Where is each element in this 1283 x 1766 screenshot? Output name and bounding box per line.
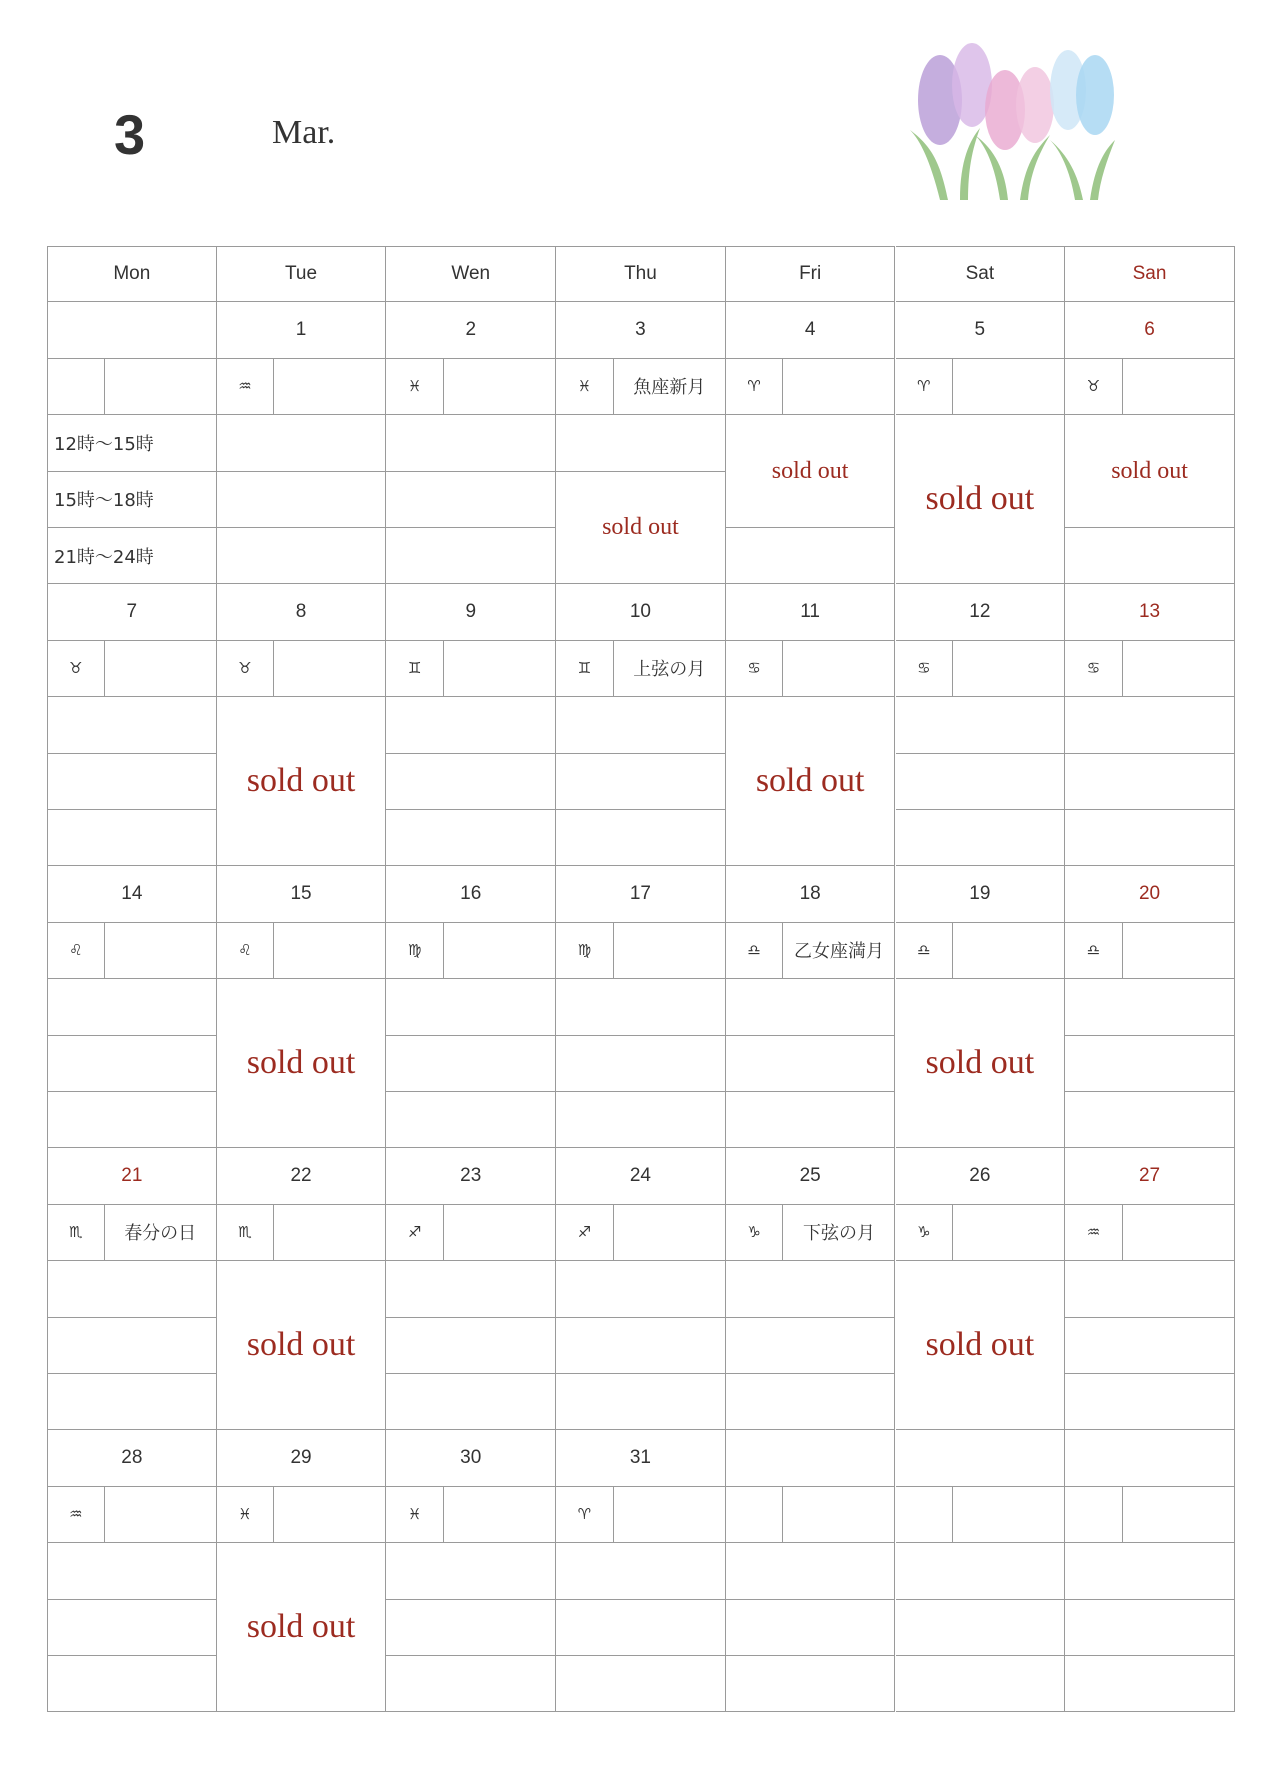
zodiac-symbol: ♓ [217, 1487, 275, 1543]
zodiac-symbol: ♊ [386, 641, 444, 697]
slot-cell[interactable] [1065, 1374, 1235, 1430]
moon-note [614, 1487, 726, 1543]
date-cell: 18 [726, 866, 896, 922]
slot-cell[interactable] [726, 1600, 896, 1656]
moon-note [444, 359, 556, 415]
slot-cell[interactable] [217, 528, 387, 584]
slot-cell[interactable] [556, 810, 726, 866]
date-cell: 4 [726, 302, 896, 358]
moon-note [444, 641, 556, 697]
moon-note [105, 923, 217, 979]
date-cell: 12 [896, 584, 1066, 640]
moon-note [953, 1487, 1065, 1543]
slot-cell[interactable] [896, 1543, 1066, 1599]
zodiac-symbol: ♊ [556, 641, 614, 697]
zodiac-symbol: ♍ [556, 923, 614, 979]
date-cell: 19 [896, 866, 1066, 922]
slot-cell[interactable] [556, 1036, 726, 1092]
moon-note [953, 641, 1065, 697]
slot-cell[interactable] [726, 979, 896, 1035]
zodiac-symbol [1065, 1487, 1123, 1543]
moon-note: 乙女座満月 [783, 923, 895, 979]
moon-note [614, 1205, 726, 1261]
moon-note [274, 923, 386, 979]
date-cell: 31 [556, 1430, 726, 1486]
sold-out-block: sold out [896, 415, 1066, 584]
sold-out-block: sold out [896, 1261, 1066, 1430]
date-cell: 30 [386, 1430, 556, 1486]
zodiac-symbol: ♈ [726, 359, 784, 415]
slot-cell[interactable] [556, 415, 726, 471]
moon-note [953, 923, 1065, 979]
month-number: 3 [114, 103, 146, 166]
slot-cell[interactable] [386, 1261, 556, 1317]
slot-cell[interactable] [556, 1374, 726, 1430]
slot-cell[interactable] [1065, 1261, 1235, 1317]
slot-cell[interactable] [896, 810, 1066, 866]
slot-cell[interactable] [556, 1318, 726, 1374]
time-slot-label: 15時〜18時 [47, 472, 217, 528]
zodiac-symbol: ♉ [1065, 359, 1123, 415]
zodiac-symbol: ♍ [386, 923, 444, 979]
slot-cell[interactable] [217, 472, 387, 528]
zodiac-symbol: ♌ [217, 923, 275, 979]
zodiac-symbol: ♏ [217, 1205, 275, 1261]
slot-cell[interactable] [1065, 1318, 1235, 1374]
slot-cell[interactable] [1065, 1656, 1235, 1712]
moon-note [1123, 1205, 1235, 1261]
date-cell: 15 [217, 866, 387, 922]
date-cell: 25 [726, 1148, 896, 1204]
date-cell [1065, 1430, 1235, 1486]
slot-cell[interactable] [896, 697, 1066, 753]
slot-cell[interactable] [47, 1261, 217, 1317]
date-cell [896, 1430, 1066, 1486]
zodiac-symbol [726, 1487, 784, 1543]
sold-out-block: sold out [726, 415, 896, 528]
slot-cell[interactable] [1065, 979, 1235, 1035]
slot-cell[interactable] [386, 979, 556, 1035]
date-cell [47, 302, 217, 358]
slot-cell[interactable] [1065, 810, 1235, 866]
slot-cell[interactable] [47, 1656, 217, 1712]
moon-note [274, 641, 386, 697]
moon-note [1123, 641, 1235, 697]
weekday-header-mon: Mon [47, 246, 217, 302]
weekday-header-wen: Wen [386, 246, 556, 302]
date-cell: 28 [47, 1430, 217, 1486]
month-name: Mar. [272, 114, 336, 151]
moon-note [444, 923, 556, 979]
date-cell: 2 [386, 302, 556, 358]
moon-note: 下弦の月 [783, 1205, 895, 1261]
zodiac-symbol: ♎ [726, 923, 784, 979]
slot-cell[interactable] [1065, 1036, 1235, 1092]
slot-cell[interactable] [47, 1600, 217, 1656]
date-cell: 29 [217, 1430, 387, 1486]
slot-cell[interactable] [726, 1092, 896, 1148]
moon-note [1123, 359, 1235, 415]
zodiac-symbol: ♐ [386, 1205, 444, 1261]
slot-cell[interactable] [556, 754, 726, 810]
zodiac-symbol: ♐ [556, 1205, 614, 1261]
slot-cell[interactable] [386, 1543, 556, 1599]
slot-cell[interactable] [726, 1261, 896, 1317]
zodiac-symbol: ♏ [47, 1205, 105, 1261]
moon-note [953, 1205, 1065, 1261]
date-cell: 7 [47, 584, 217, 640]
zodiac-symbol: ♎ [896, 923, 954, 979]
date-cell: 14 [47, 866, 217, 922]
date-cell: 9 [386, 584, 556, 640]
slot-cell[interactable] [47, 979, 217, 1035]
slot-cell[interactable] [726, 1543, 896, 1599]
sold-out-block: sold out [556, 472, 726, 585]
slot-cell[interactable] [386, 754, 556, 810]
date-cell: 27 [1065, 1148, 1235, 1204]
slot-cell[interactable] [556, 1600, 726, 1656]
weekday-header-tue: Tue [217, 246, 387, 302]
slot-cell[interactable] [386, 697, 556, 753]
sold-out-block: sold out [217, 1543, 387, 1712]
slot-cell[interactable] [896, 1600, 1066, 1656]
slot-cell[interactable] [386, 415, 556, 471]
zodiac-symbol: ♉ [217, 641, 275, 697]
slot-cell[interactable] [217, 415, 387, 471]
moon-note [444, 1487, 556, 1543]
slot-cell[interactable] [726, 1036, 896, 1092]
date-cell: 20 [1065, 866, 1235, 922]
slot-cell[interactable] [47, 754, 217, 810]
moon-note [1123, 923, 1235, 979]
date-cell: 26 [896, 1148, 1066, 1204]
zodiac-symbol: ♑ [896, 1205, 954, 1261]
zodiac-symbol: ♓ [556, 359, 614, 415]
slot-cell[interactable] [726, 1318, 896, 1374]
moon-note [274, 1205, 386, 1261]
slot-cell[interactable] [556, 1092, 726, 1148]
moon-note: 上弦の月 [614, 641, 726, 697]
slot-cell[interactable] [556, 1543, 726, 1599]
slot-cell[interactable] [386, 810, 556, 866]
hyacinth-illustration [900, 40, 1140, 210]
slot-cell[interactable] [1065, 1600, 1235, 1656]
sold-out-block: sold out [217, 697, 387, 866]
zodiac-symbol: ♋ [1065, 641, 1123, 697]
slot-cell[interactable] [47, 810, 217, 866]
zodiac-symbol: ♉ [47, 641, 105, 697]
slot-cell[interactable] [726, 1656, 896, 1712]
slot-cell[interactable] [896, 1656, 1066, 1712]
moon-note [783, 359, 895, 415]
date-cell: 13 [1065, 584, 1235, 640]
sold-out-block: sold out [896, 979, 1066, 1148]
zodiac-symbol: ♓ [386, 359, 444, 415]
slot-cell[interactable] [386, 1092, 556, 1148]
slot-cell[interactable] [556, 1656, 726, 1712]
zodiac-symbol: ♈ [556, 1487, 614, 1543]
slot-cell[interactable] [386, 528, 556, 584]
slot-cell[interactable] [1065, 754, 1235, 810]
zodiac-symbol: ♌ [47, 923, 105, 979]
moon-note [274, 359, 386, 415]
slot-cell[interactable] [556, 1261, 726, 1317]
zodiac-symbol: ♒ [47, 1487, 105, 1543]
moon-note: 春分の日 [105, 1205, 217, 1261]
time-slot-label: 12時〜15時 [47, 415, 217, 471]
slot-cell[interactable] [47, 1543, 217, 1599]
slot-cell[interactable] [386, 1036, 556, 1092]
date-cell: 1 [217, 302, 387, 358]
moon-note [274, 1487, 386, 1543]
zodiac-symbol: ♒ [217, 359, 275, 415]
moon-note [953, 359, 1065, 415]
slot-cell[interactable] [47, 1092, 217, 1148]
slot-cell[interactable] [1065, 1543, 1235, 1599]
slot-cell[interactable] [556, 697, 726, 753]
zodiac-symbol: ♒ [1065, 1205, 1123, 1261]
zodiac-symbol: ♋ [726, 641, 784, 697]
date-cell: 11 [726, 584, 896, 640]
zodiac-symbol: ♈ [896, 359, 954, 415]
moon-note: 魚座新月 [614, 359, 726, 415]
zodiac-symbol: ♋ [896, 641, 954, 697]
date-cell: 22 [217, 1148, 387, 1204]
moon-note [783, 641, 895, 697]
date-cell: 17 [556, 866, 726, 922]
slot-cell[interactable] [386, 472, 556, 528]
date-cell: 24 [556, 1148, 726, 1204]
moon-note [614, 923, 726, 979]
sold-out-block: sold out [217, 1261, 387, 1430]
sold-out-block: sold out [726, 697, 896, 866]
moon-note [1123, 1487, 1235, 1543]
weekday-header-san: San [1065, 246, 1235, 302]
time-slot-label: 21時〜24時 [47, 528, 217, 584]
slot-cell[interactable] [47, 1036, 217, 1092]
date-cell: 21 [47, 1148, 217, 1204]
date-cell: 6 [1065, 302, 1235, 358]
moon-note [783, 1487, 895, 1543]
date-cell: 8 [217, 584, 387, 640]
zodiac-symbol [896, 1487, 954, 1543]
slot-cell[interactable] [896, 754, 1066, 810]
slot-cell[interactable] [726, 528, 896, 584]
slot-cell[interactable] [386, 1374, 556, 1430]
date-cell: 5 [896, 302, 1066, 358]
moon-note [444, 1205, 556, 1261]
slot-cell[interactable] [47, 697, 217, 753]
sold-out-block: sold out [217, 979, 387, 1148]
zodiac-symbol [47, 359, 105, 415]
zodiac-symbol: ♓ [386, 1487, 444, 1543]
slot-cell[interactable] [386, 1600, 556, 1656]
date-cell: 23 [386, 1148, 556, 1204]
date-cell: 10 [556, 584, 726, 640]
slot-cell[interactable] [1065, 528, 1235, 584]
slot-cell[interactable] [1065, 1092, 1235, 1148]
moon-note [105, 641, 217, 697]
slot-cell[interactable] [386, 1318, 556, 1374]
weekday-header-thu: Thu [556, 246, 726, 302]
date-cell [726, 1430, 896, 1486]
slot-cell[interactable] [1065, 697, 1235, 753]
moon-note [105, 359, 217, 415]
zodiac-symbol: ♎ [1065, 923, 1123, 979]
date-cell: 3 [556, 302, 726, 358]
zodiac-symbol: ♑ [726, 1205, 784, 1261]
weekday-header-sat: Sat [896, 246, 1066, 302]
slot-cell[interactable] [726, 1374, 896, 1430]
sold-out-block: sold out [1065, 415, 1235, 528]
slot-cell[interactable] [47, 1374, 217, 1430]
slot-cell[interactable] [556, 979, 726, 1035]
weekday-header-fri: Fri [726, 246, 896, 302]
slot-cell[interactable] [386, 1656, 556, 1712]
slot-cell[interactable] [47, 1318, 217, 1374]
calendar-grid [47, 246, 1235, 1713]
moon-note [105, 1487, 217, 1543]
date-cell: 16 [386, 866, 556, 922]
